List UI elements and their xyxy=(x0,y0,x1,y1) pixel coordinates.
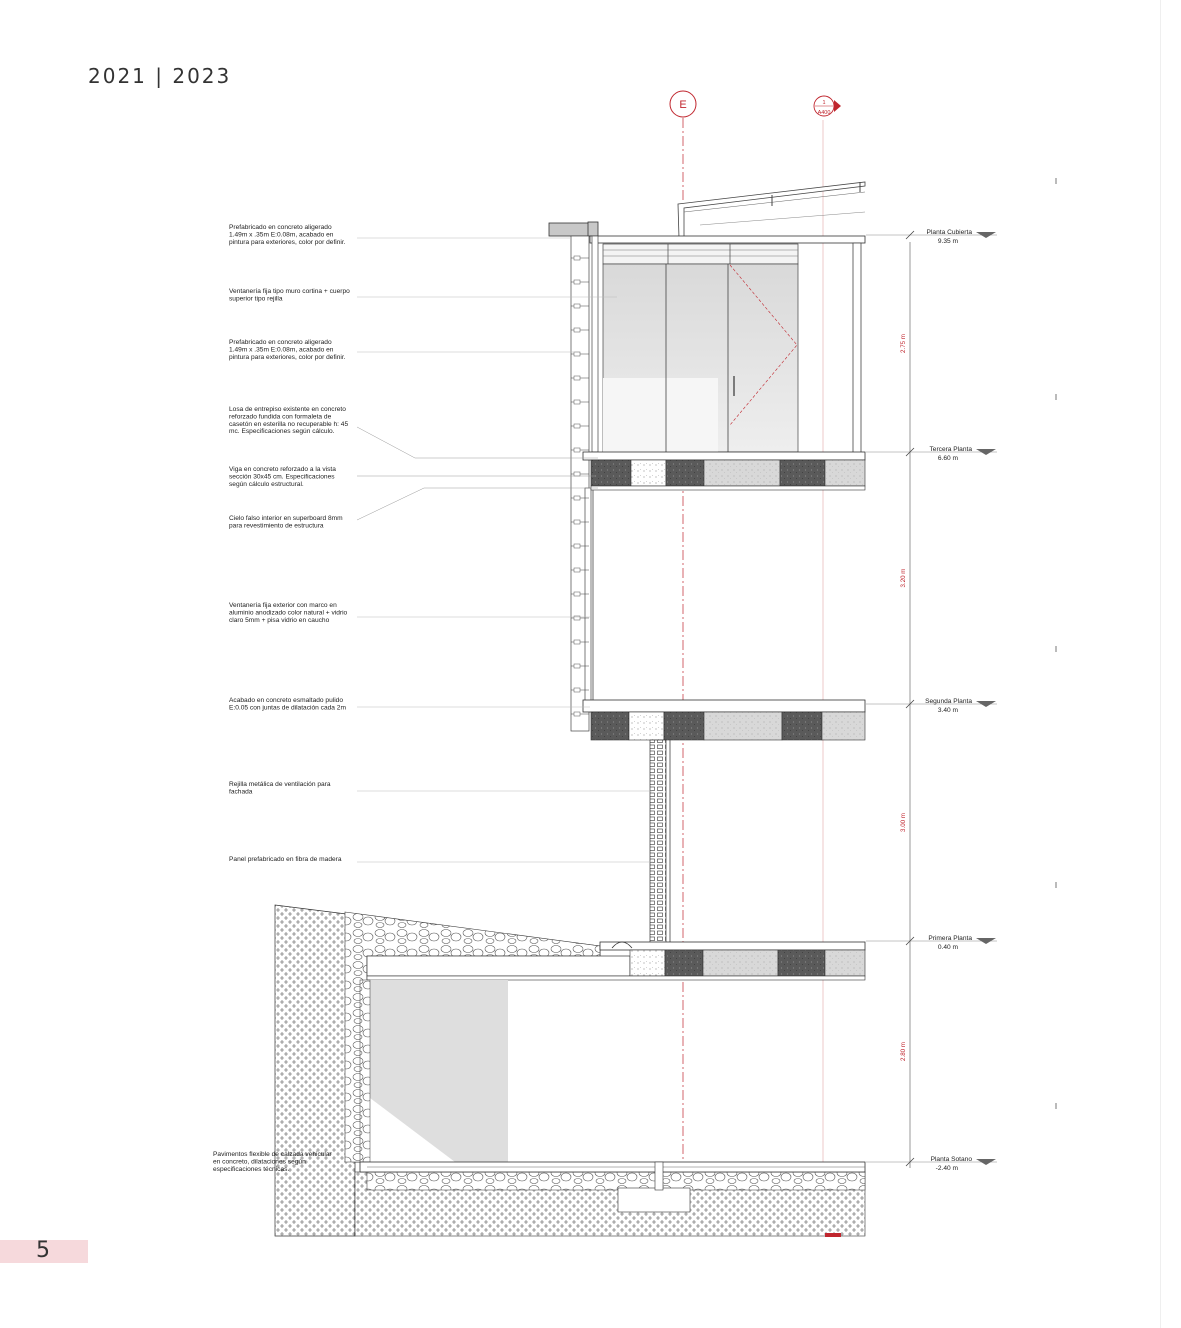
level-markers xyxy=(866,229,997,1172)
level-name: Planta Cubierta xyxy=(926,229,972,236)
annotation-note-line: pintura para exteriores, color por definir. xyxy=(229,353,346,361)
level-marker xyxy=(866,935,997,951)
level-marker xyxy=(866,446,997,462)
dimension-label: 3.20 m xyxy=(900,568,907,588)
annotation-note-line: 1.49m x .35m E:0.08m, acabado en xyxy=(229,231,334,239)
curtain-wall-third-floor xyxy=(603,243,861,453)
annotation-note-line: reforzado fundida con formaleta de xyxy=(229,413,332,421)
level-elevation: -2.40 m xyxy=(935,1165,958,1172)
annotation-note-line: fachada xyxy=(229,788,253,796)
dimension-labels xyxy=(900,334,907,1061)
grid-bubble-e xyxy=(670,91,696,117)
annotation-note-line: Ventanería fija tipo muro cortina + cuerpo xyxy=(229,288,350,295)
annotation-note xyxy=(229,466,336,488)
roof-structure xyxy=(549,182,865,238)
section-marker-sheet: A400 xyxy=(817,110,831,116)
annotation-note-line: Cielo falso interior en superboard 8mm xyxy=(229,515,343,522)
annotation-note xyxy=(229,856,342,863)
level-name: Primera Planta xyxy=(928,935,972,942)
dimension-label: 2.75 m xyxy=(900,334,907,353)
annotation-note xyxy=(229,697,346,711)
annotation-note-line: Panel prefabricado en fibra de madera xyxy=(229,856,342,863)
annotation-note xyxy=(229,288,350,302)
annotation-note-line: Ventanería fija exterior con marco en xyxy=(229,602,337,609)
annotation-note-line: Rejilla metálica de ventilación para xyxy=(229,781,331,788)
annotation-note-line: Viga en concreto reforzado a la vista xyxy=(229,466,336,473)
dimension-label: 3.00 m xyxy=(900,813,907,832)
annotation-note xyxy=(229,781,331,795)
annotation-note-line: sección 30x45 cm. Especificaciones xyxy=(229,473,335,481)
annotation-note xyxy=(229,224,346,246)
dimension-label: 2.80 m xyxy=(900,1042,907,1061)
level-elevation: 0.40 m xyxy=(937,944,958,951)
level-elevation: 6.60 m xyxy=(937,455,958,462)
annotation-note-line: casetón en esterilla no recuperable h: 45 xyxy=(229,420,349,428)
slab-tercera-planta xyxy=(583,452,865,490)
annotation-note xyxy=(229,515,343,529)
level-marker xyxy=(866,1156,997,1172)
level-marker xyxy=(866,229,997,245)
annotation-note-line: claro 5mm + pisa vidrio en caucho xyxy=(229,616,330,624)
roof-beam xyxy=(590,236,865,243)
annotation-note-line: Prefabricado en concreto aligerado xyxy=(229,339,332,346)
annotation-note xyxy=(229,339,346,361)
annotation-note-line: Losa de entrepiso existente en concreto xyxy=(229,406,346,413)
level-name: Planta Sotano xyxy=(930,1156,972,1163)
ventilation-grille xyxy=(650,740,670,950)
annotation-note-line: E:0.05 con juntas de dilatación cada 2m xyxy=(229,704,346,712)
annotation-note xyxy=(229,602,348,624)
annotation-note-line: especificaciones técnicas. xyxy=(213,1165,290,1173)
basement-interior xyxy=(360,980,865,1190)
page-number: 5 xyxy=(36,1238,50,1263)
slab-segunda-planta xyxy=(583,700,865,740)
annotation-note-line: aluminio anodizado color natural + vidrio xyxy=(229,609,348,617)
annotation-note xyxy=(229,406,348,435)
annotation-note-line: superior tipo rejilla xyxy=(229,295,283,303)
annotation-note-line: Pavimentos flexible de calzada vehicular xyxy=(213,1151,332,1158)
section-marker xyxy=(814,96,841,116)
level-elevation: 9.35 m xyxy=(937,238,958,245)
annotation-note-line: Acabado en concreto esmaltado pulido xyxy=(229,697,344,704)
annotation-note-line: pintura para exteriores, color por definir. xyxy=(229,238,346,246)
annotation-note-line: según cálculo estructural. xyxy=(229,480,304,488)
annotation-note-line: para revestimiento de estructura xyxy=(229,522,324,530)
annotation-note-line: Prefabricado en concreto aligerado xyxy=(229,224,332,231)
level-name: Tercera Planta xyxy=(929,446,972,453)
level-name: Segunda Planta xyxy=(925,698,972,705)
header-years: 2021 | 2023 xyxy=(88,64,232,88)
level-marker xyxy=(866,698,997,714)
section-marker-number: 1 xyxy=(822,100,826,106)
grid-bubble-label: E xyxy=(679,99,687,111)
annotation-note-line: en concreto, dilataciones según xyxy=(213,1158,306,1166)
annotation-note-line: 1.49m x .35m E:0.08m, acabado en xyxy=(229,346,334,354)
annotation-note-line: mc. Especificaciones según cálculo. xyxy=(229,428,335,436)
level-elevation: 3.40 m xyxy=(937,707,958,714)
